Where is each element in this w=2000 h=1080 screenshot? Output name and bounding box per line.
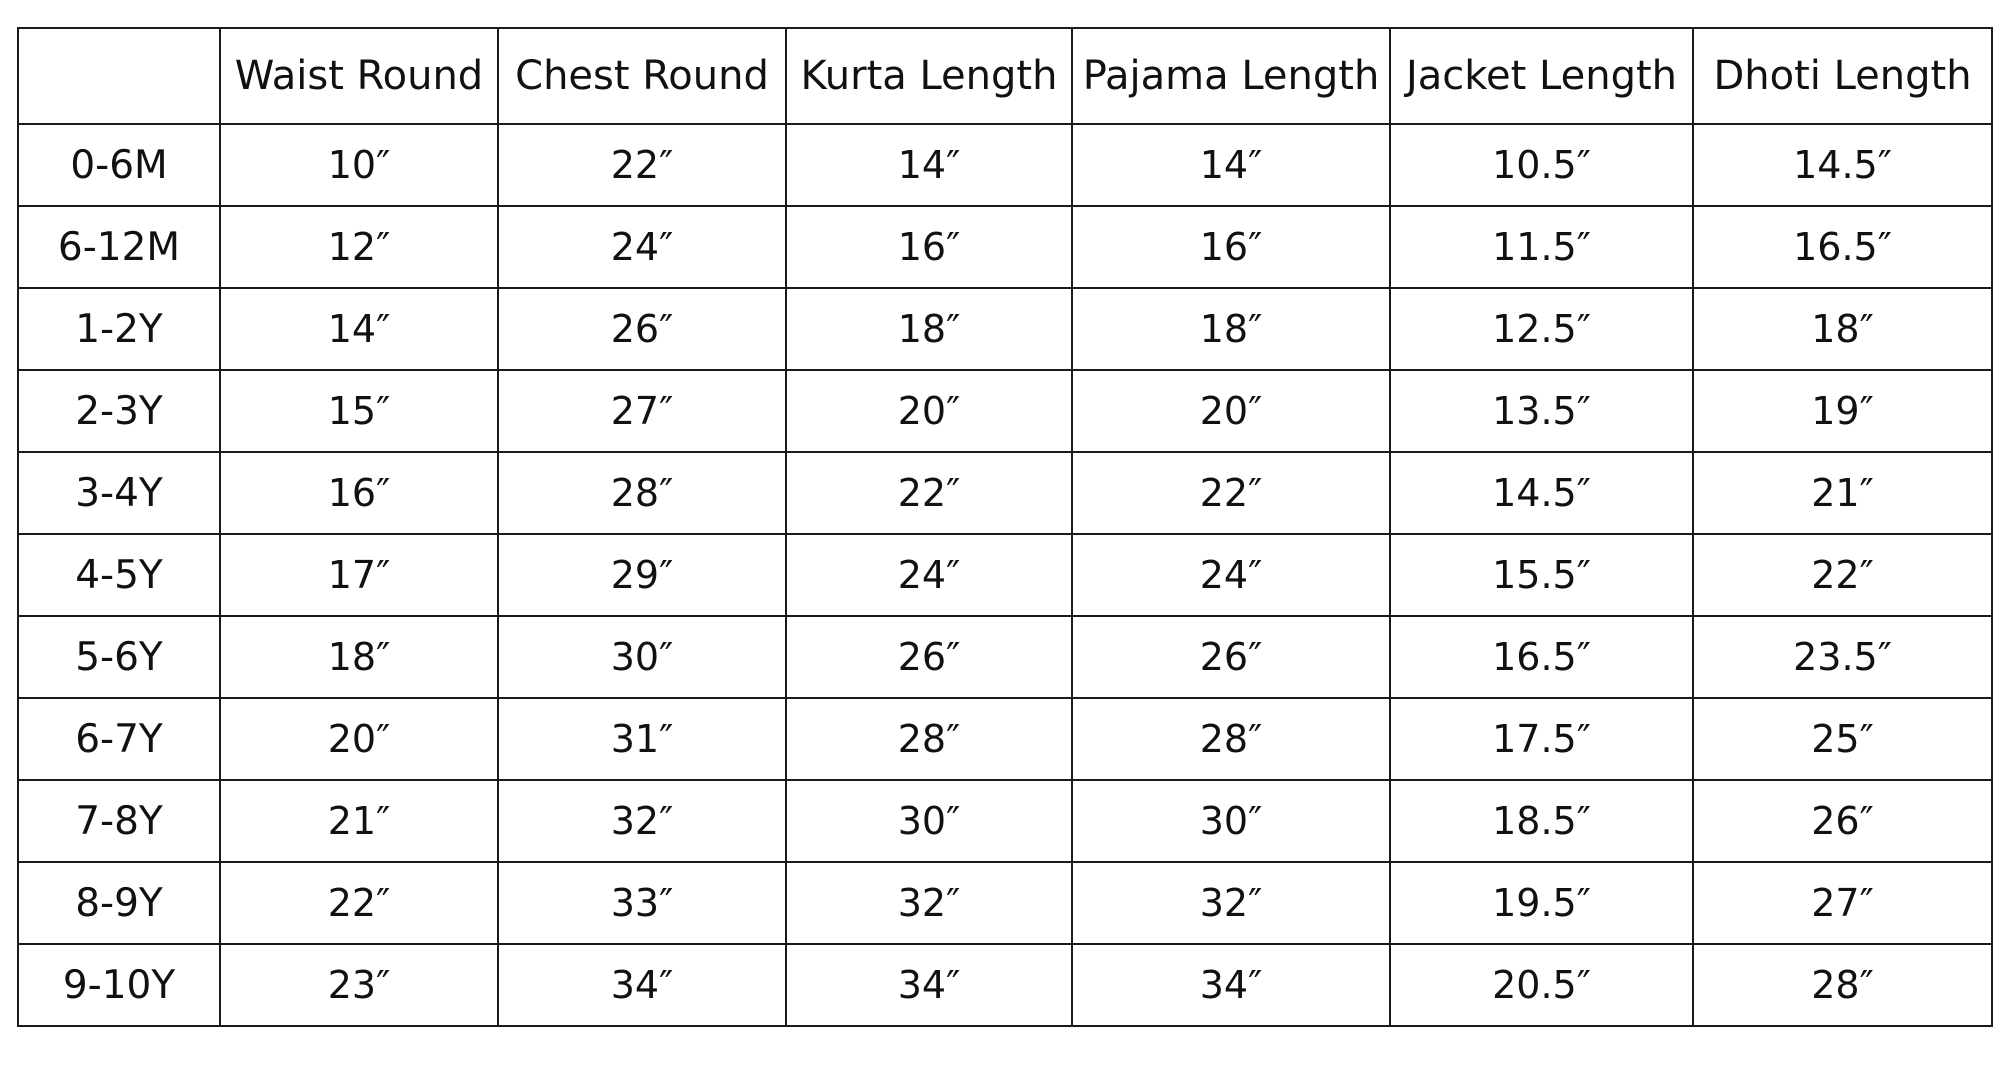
header-row	[18, 28, 1992, 124]
waist-round-cell: 17″	[220, 534, 498, 616]
size-label-cell: 4-5Y	[18, 534, 220, 616]
size-label-cell: 5-6Y	[18, 616, 220, 698]
table-row	[18, 534, 1992, 616]
size-label-cell: 6-12M	[18, 206, 220, 288]
size-label-cell: 3-4Y	[18, 452, 220, 534]
table-body	[18, 124, 1992, 1026]
chest-round-cell: 34″	[498, 944, 786, 1026]
waist-round-cell: 20″	[220, 698, 498, 780]
jacket-length-cell: 12.5″	[1390, 288, 1693, 370]
pajama-length-cell: 24″	[1072, 534, 1390, 616]
dhoti-length-cell: 27″	[1693, 862, 1992, 944]
chest-round-cell: 22″	[498, 124, 786, 206]
waist-round-cell: 10″	[220, 124, 498, 206]
pajama-length-cell: 16″	[1072, 206, 1390, 288]
pajama-length-cell: 30″	[1072, 780, 1390, 862]
size-label-cell: 2-3Y	[18, 370, 220, 452]
pajama-length-cell: 32″	[1072, 862, 1390, 944]
header-dhoti-length: Dhoti Length	[1693, 28, 1992, 124]
jacket-length-cell: 11.5″	[1390, 206, 1693, 288]
chest-round-cell: 30″	[498, 616, 786, 698]
table-row	[18, 124, 1992, 206]
jacket-length-cell: 19.5″	[1390, 862, 1693, 944]
dhoti-length-cell: 18″	[1693, 288, 1992, 370]
kurta-length-cell: 32″	[786, 862, 1072, 944]
jacket-length-cell: 13.5″	[1390, 370, 1693, 452]
waist-round-cell: 16″	[220, 452, 498, 534]
kurta-length-cell: 14″	[786, 124, 1072, 206]
kurta-length-cell: 30″	[786, 780, 1072, 862]
size-label-cell: 0-6M	[18, 124, 220, 206]
header-waist-round: Waist Round	[220, 28, 498, 124]
size-chart-table	[17, 27, 1993, 1027]
table-row	[18, 698, 1992, 780]
chest-round-cell: 27″	[498, 370, 786, 452]
waist-round-cell: 22″	[220, 862, 498, 944]
table-row	[18, 780, 1992, 862]
size-label-cell: 7-8Y	[18, 780, 220, 862]
table-row	[18, 616, 1992, 698]
pajama-length-cell: 14″	[1072, 124, 1390, 206]
table-row	[18, 288, 1992, 370]
dhoti-length-cell: 19″	[1693, 370, 1992, 452]
chest-round-cell: 33″	[498, 862, 786, 944]
table-row	[18, 944, 1992, 1026]
pajama-length-cell: 22″	[1072, 452, 1390, 534]
waist-round-cell: 12″	[220, 206, 498, 288]
pajama-length-cell: 26″	[1072, 616, 1390, 698]
kurta-length-cell: 18″	[786, 288, 1072, 370]
pajama-length-cell: 34″	[1072, 944, 1390, 1026]
table-row	[18, 452, 1992, 534]
table-row	[18, 206, 1992, 288]
waist-round-cell: 23″	[220, 944, 498, 1026]
jacket-length-cell: 16.5″	[1390, 616, 1693, 698]
table-row	[18, 862, 1992, 944]
dhoti-length-cell: 26″	[1693, 780, 1992, 862]
chest-round-cell: 31″	[498, 698, 786, 780]
size-label-cell: 9-10Y	[18, 944, 220, 1026]
chest-round-cell: 32″	[498, 780, 786, 862]
corner-cell	[18, 28, 220, 124]
size-label-cell: 8-9Y	[18, 862, 220, 944]
dhoti-length-cell: 22″	[1693, 534, 1992, 616]
chest-round-cell: 29″	[498, 534, 786, 616]
kurta-length-cell: 28″	[786, 698, 1072, 780]
jacket-length-cell: 17.5″	[1390, 698, 1693, 780]
kurta-length-cell: 20″	[786, 370, 1072, 452]
dhoti-length-cell: 28″	[1693, 944, 1992, 1026]
pajama-length-cell: 18″	[1072, 288, 1390, 370]
waist-round-cell: 15″	[220, 370, 498, 452]
jacket-length-cell: 20.5″	[1390, 944, 1693, 1026]
chest-round-cell: 28″	[498, 452, 786, 534]
dhoti-length-cell: 23.5″	[1693, 616, 1992, 698]
dhoti-length-cell: 25″	[1693, 698, 1992, 780]
dhoti-length-cell: 16.5″	[1693, 206, 1992, 288]
jacket-length-cell: 18.5″	[1390, 780, 1693, 862]
kurta-length-cell: 24″	[786, 534, 1072, 616]
kurta-length-cell: 16″	[786, 206, 1072, 288]
dhoti-length-cell: 14.5″	[1693, 124, 1992, 206]
jacket-length-cell: 14.5″	[1390, 452, 1693, 534]
size-label-cell: 6-7Y	[18, 698, 220, 780]
chest-round-cell: 24″	[498, 206, 786, 288]
jacket-length-cell: 15.5″	[1390, 534, 1693, 616]
pajama-length-cell: 28″	[1072, 698, 1390, 780]
header-kurta-length: Kurta Length	[786, 28, 1072, 124]
waist-round-cell: 18″	[220, 616, 498, 698]
jacket-length-cell: 10.5″	[1390, 124, 1693, 206]
waist-round-cell: 21″	[220, 780, 498, 862]
header-chest-round: Chest Round	[498, 28, 786, 124]
waist-round-cell: 14″	[220, 288, 498, 370]
table-row	[18, 370, 1992, 452]
dhoti-length-cell: 21″	[1693, 452, 1992, 534]
kurta-length-cell: 22″	[786, 452, 1072, 534]
pajama-length-cell: 20″	[1072, 370, 1390, 452]
header-pajama-length: Pajama Length	[1072, 28, 1390, 124]
size-label-cell: 1-2Y	[18, 288, 220, 370]
header-jacket-length: Jacket Length	[1390, 28, 1693, 124]
kurta-length-cell: 34″	[786, 944, 1072, 1026]
kurta-length-cell: 26″	[786, 616, 1072, 698]
chest-round-cell: 26″	[498, 288, 786, 370]
